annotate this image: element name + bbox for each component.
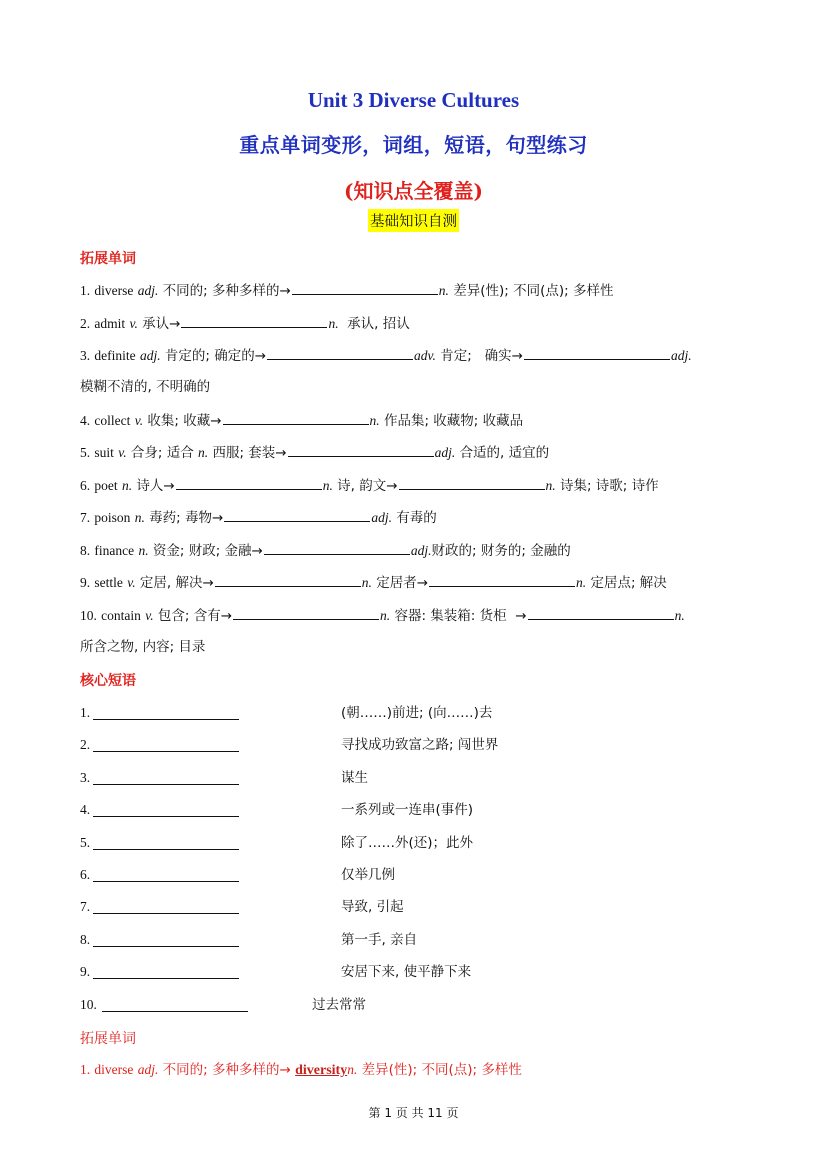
item-pos: n.: [121, 478, 133, 493]
item-pos: adj.: [137, 1062, 159, 1077]
phrase-blank[interactable]: [93, 784, 239, 785]
phrase-meaning: 安居下来, 使平静下来: [341, 964, 472, 980]
item-word: settle: [94, 575, 123, 590]
answer-item-1: [80, 1060, 522, 1081]
item-word: finance: [94, 543, 135, 558]
phrase-meaning: 除了……外(还)；此外: [341, 835, 474, 851]
item-number: 10.: [80, 608, 97, 623]
phrase-number: 5.: [80, 835, 91, 850]
phrase-number: 2.: [80, 737, 91, 752]
item-pos: n.: [369, 413, 380, 428]
phrase-blank[interactable]: [102, 1011, 248, 1012]
word-item-10-continued: 所含之物, 内容; 目录: [80, 639, 206, 655]
item-pos: v.: [134, 413, 144, 428]
answer-word: diversity: [295, 1063, 348, 1078]
phrase-meaning: 导致, 引起: [341, 899, 404, 915]
item-meaning: 诗集; 诗歌; 诗作: [559, 478, 659, 494]
item-meaning: 毒药; 毒物→: [149, 510, 224, 526]
answer-blank[interactable]: [223, 410, 369, 425]
item-meaning: 承认, 招认: [347, 316, 410, 332]
item-pos: n.: [322, 478, 333, 493]
item-number: 1.: [80, 1062, 91, 1077]
phrase-number: 6.: [80, 867, 91, 882]
item-word: contain: [101, 608, 141, 623]
word-item-5: [80, 442, 549, 463]
item-pos: n.: [138, 543, 149, 558]
phrase-blank[interactable]: [93, 913, 239, 914]
item-number: 2.: [80, 316, 91, 331]
item-number: 1.: [80, 283, 91, 298]
item-pos: v.: [118, 445, 127, 460]
phrase-number: 3.: [80, 770, 91, 785]
item-word: definite: [94, 348, 136, 363]
section-heading-phrases: 核心短语: [80, 673, 136, 689]
item-pos: n.: [380, 608, 391, 623]
answer-blank[interactable]: [399, 475, 545, 490]
item-meaning: 定居点; 解决: [590, 575, 667, 591]
word-item-10: [80, 605, 685, 626]
word-item-2: [80, 313, 410, 334]
section-heading-answers: 拓展单词: [80, 1031, 136, 1047]
word-item-3-continued: 模糊不清的, 不明确的: [80, 379, 211, 395]
phrase-number: 8.: [80, 932, 91, 947]
word-item-4: [80, 410, 523, 431]
item-pos: adv.: [414, 348, 436, 363]
phrase-blank[interactable]: [93, 881, 239, 882]
item-meaning: 包含; 含有→: [157, 608, 233, 624]
section-heading-words: 拓展单词: [80, 251, 136, 267]
item-meaning: 财政的; 财务的; 金融的: [431, 543, 571, 559]
item-meaning: →: [515, 608, 527, 624]
item-meaning: 作品集; 收藏物; 收藏品: [383, 413, 524, 429]
item-meaning: 合适的, 适宜的: [459, 445, 550, 461]
answer-blank[interactable]: [528, 605, 674, 620]
item-pos: adj.: [410, 543, 432, 558]
item-pos: n.: [347, 1062, 358, 1077]
phrase-blank[interactable]: [93, 946, 239, 947]
item-meaning: 肯定;: [440, 348, 472, 364]
item-pos: n.: [361, 575, 372, 590]
phrase-number: 9.: [80, 964, 91, 979]
item-meaning: 定居者→: [376, 575, 429, 591]
answer-blank[interactable]: [176, 475, 322, 490]
item-pos: n.: [328, 316, 339, 331]
item-pos: n.: [438, 283, 449, 298]
answer-blank[interactable]: [524, 345, 670, 360]
item-word: poet: [94, 478, 118, 493]
page-footer: 第 1 页 共 11 页: [368, 1106, 459, 1120]
answer-blank[interactable]: [215, 572, 361, 587]
phrase-number: 1.: [80, 705, 91, 720]
item-word: diverse: [94, 1062, 134, 1077]
phrase-blank[interactable]: [93, 849, 239, 850]
phrase-meaning: 谋生: [341, 770, 368, 786]
coverage-note: (知识点全覆盖): [344, 179, 483, 203]
item-meaning: 合身; 适合: [130, 445, 194, 461]
word-item-1: [80, 280, 613, 301]
item-meaning: 不同的; 多种多样的→: [162, 1062, 291, 1078]
item-word: suit: [94, 445, 114, 460]
item-pos: adj.: [371, 510, 392, 525]
item-number: 9.: [80, 575, 91, 590]
item-pos: n.: [198, 445, 209, 460]
word-item-3: [80, 345, 692, 366]
item-meaning: 差异(性); 不同(点); 多样性: [453, 283, 614, 299]
badge-container: [0, 209, 827, 232]
item-pos: adj.: [139, 348, 161, 363]
answer-blank[interactable]: [264, 540, 410, 555]
item-meaning: 不同的; 多种多样的→: [162, 283, 291, 299]
item-pos: adj.: [434, 445, 456, 460]
phrase-blank[interactable]: [93, 816, 239, 817]
phrase-number: 7.: [80, 899, 91, 914]
phrase-meaning: 一系列或一连串(事件): [341, 802, 474, 818]
phrase-meaning: 第一手, 亲自: [341, 932, 418, 948]
phrase-meaning: 寻找成功致富之路; 闯世界: [341, 737, 499, 753]
item-number: 8.: [80, 543, 91, 558]
item-number: 6.: [80, 478, 91, 493]
item-meaning: 诗, 韵文→: [337, 478, 398, 494]
answer-blank[interactable]: [181, 313, 327, 328]
item-number: 4.: [80, 413, 91, 428]
item-word: poison: [94, 510, 131, 525]
word-item-9: [80, 572, 667, 593]
answer-blank[interactable]: [429, 572, 575, 587]
item-pos: n.: [576, 575, 587, 590]
item-word: collect: [94, 413, 131, 428]
item-pos: adj.: [670, 348, 692, 363]
item-meaning: 诗人→: [136, 478, 175, 494]
item-pos: v.: [145, 608, 154, 623]
answer-blank[interactable]: [224, 507, 370, 522]
phrase-number: 10.: [80, 997, 97, 1012]
phrase-blank[interactable]: [93, 978, 239, 979]
item-pos: v.: [129, 316, 138, 331]
phrase-meaning: 过去常常: [312, 997, 366, 1013]
item-number: 5.: [80, 445, 91, 460]
phrase-meaning: 仅举几例: [341, 867, 395, 883]
unit-title: Unit 3 Diverse Cultures: [307, 88, 520, 112]
item-meaning: 容器: 集装箱: 货柜: [394, 608, 507, 624]
answer-blank[interactable]: [233, 605, 379, 620]
answer-blank[interactable]: [267, 345, 413, 360]
item-pos: n.: [134, 510, 145, 525]
item-meaning: 承认→: [142, 316, 181, 332]
item-meaning: 肯定的; 确定的→: [164, 348, 267, 364]
item-meaning: 收集; 收藏→: [147, 413, 222, 429]
phrase-number: 4.: [80, 802, 91, 817]
item-meaning: 资金; 财政; 金融→: [152, 543, 263, 559]
item-meaning: 定居, 解决→: [139, 575, 214, 591]
item-meaning: 西服; 套装→: [212, 445, 287, 461]
answer-blank[interactable]: [292, 280, 438, 295]
item-number: 7.: [80, 510, 91, 525]
item-meaning: 有毒的: [396, 510, 437, 526]
item-number: 3.: [80, 348, 91, 363]
phrase-blank[interactable]: [93, 719, 239, 720]
item-pos: n.: [545, 478, 556, 493]
item-pos: n.: [674, 608, 685, 623]
item-word: admit: [94, 316, 126, 331]
word-item-7: [80, 507, 437, 528]
self-test-badge: 基础知识自测: [368, 209, 459, 232]
word-item-8: [80, 540, 571, 561]
item-word: diverse: [94, 283, 134, 298]
item-meaning: 差异(性); 不同(点); 多样性: [361, 1062, 522, 1078]
item-pos: v.: [127, 575, 136, 590]
phrase-meaning: (朝……)前进; (向……)去: [341, 705, 493, 721]
page-subtitle: 重点单词变形，词组，短语，句型练习: [239, 133, 588, 157]
item-meaning: 确实→: [484, 348, 523, 364]
word-item-6: [80, 475, 659, 496]
answer-blank[interactable]: [288, 442, 434, 457]
item-pos: adj.: [137, 283, 159, 298]
phrase-blank[interactable]: [93, 751, 239, 752]
